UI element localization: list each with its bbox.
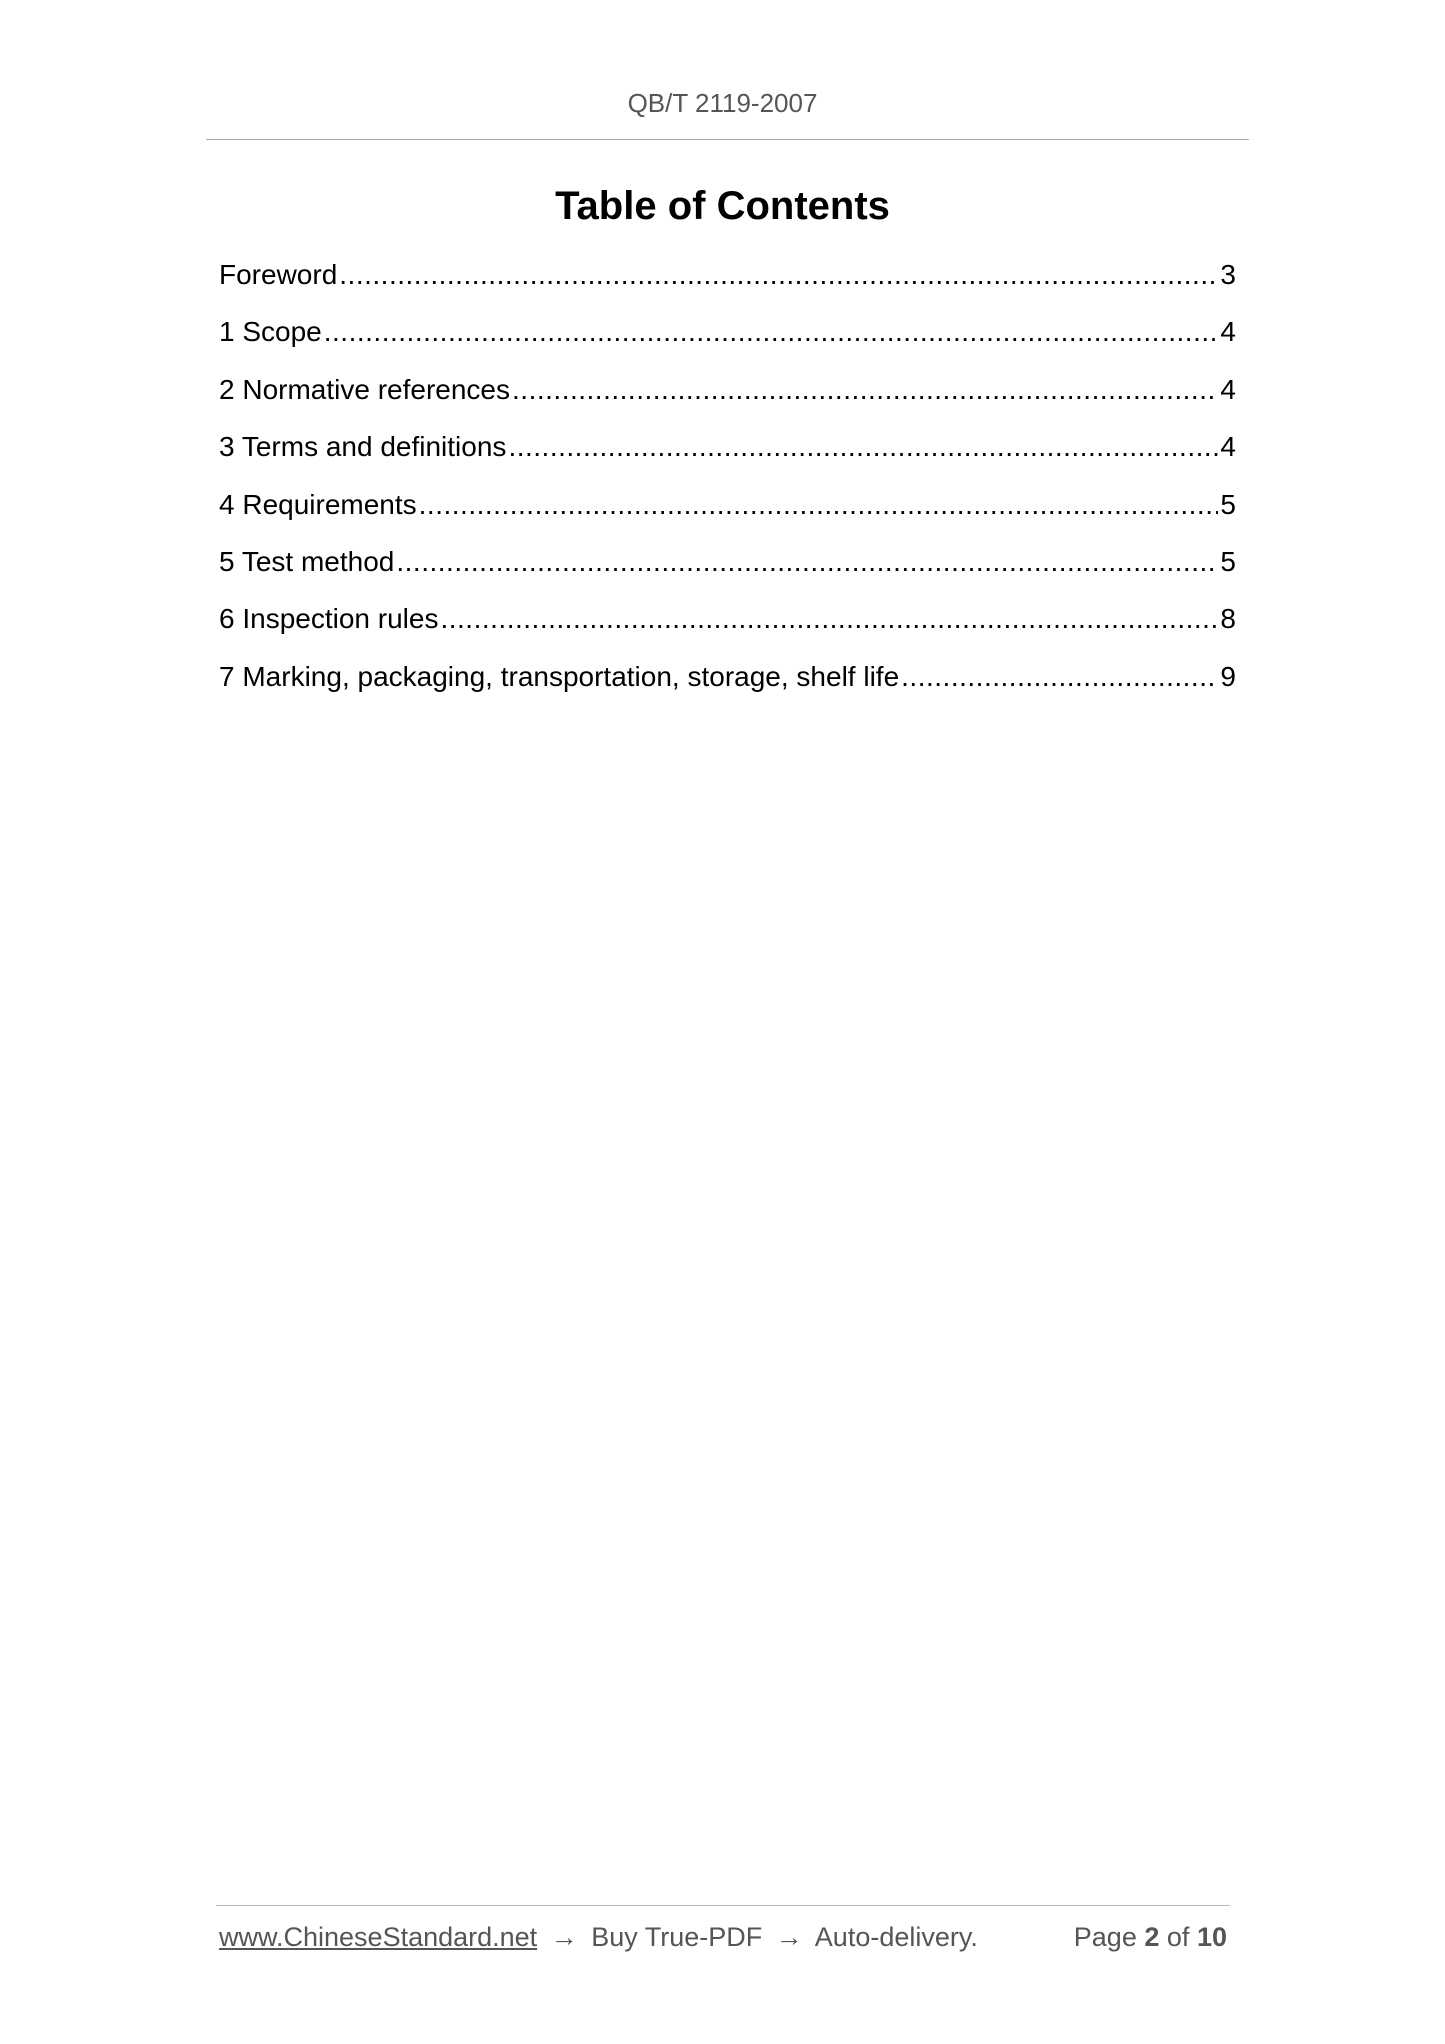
toc-entry-terms-and-definitions[interactable] [219,427,1236,484]
toc-entry-page: 4 [1220,431,1236,463]
toc-entry-page: 9 [1220,660,1236,692]
toc-entry-label: 2 Normative references [219,373,511,405]
toc-entry-requirements[interactable] [219,485,1236,542]
toc-dot-leader [419,485,1219,525]
toc-entry-page: 5 [1220,545,1236,577]
toc-entry-label: 4 Requirements [219,488,417,520]
toc-entry-page: 8 [1220,603,1236,635]
toc-entry-normative-references[interactable] [219,370,1236,427]
footer [219,1922,1227,1953]
toc-dot-leader [508,427,1218,467]
page-number [1074,1922,1227,1953]
toc-dot-leader [396,542,1218,582]
toc-entry-label: 7 Marking, packaging, transportation, storage, shelf life [219,660,900,692]
toc-entry-page: 4 [1220,373,1236,405]
right-arrow-icon: → [550,1922,578,1952]
toc-title: Table of Contents [555,184,890,228]
toc-entry-label: Foreword [219,259,338,290]
toc-entry-inspection-rules[interactable] [219,599,1236,656]
toc-dot-leader [440,599,1218,639]
delivery-text: Auto-delivery. [814,1922,978,1952]
buy-text: Buy True-PDF [591,1922,763,1952]
footer-divider [216,1905,1230,1906]
of-word: of [1166,1922,1190,1952]
current-page: 2 [1144,1922,1160,1952]
page-prefix: Page [1073,1922,1137,1952]
toc-entry-foreword[interactable] [219,255,1236,312]
toc-dot-leader [324,312,1219,352]
total-pages: 10 [1196,1922,1227,1952]
toc-entry-page: 4 [1220,316,1236,348]
toc-entry-label: 1 Scope [219,316,322,348]
toc-entry-test-method[interactable] [219,542,1236,599]
header-doc-code: QB/T 2119-2007 [627,88,818,118]
toc-entry-marking-packaging[interactable] [219,657,1236,714]
toc-dot-leader [512,370,1218,410]
toc-entry-scope[interactable] [219,312,1236,369]
toc-entry-page: 5 [1220,488,1236,520]
toc-entry-label: 5 Test method [219,545,395,577]
site-link[interactable]: www.ChineseStandard.net [219,1922,538,1952]
toc-list [219,255,1236,714]
toc-entry-label: 6 Inspection rules [219,603,439,635]
toc-dot-leader [339,255,1218,295]
header-divider [206,139,1249,140]
footer-promo [219,1922,978,1953]
toc-entry-label: 3 Terms and definitions [219,431,507,463]
toc-dot-leader [901,657,1218,697]
right-arrow-icon: → [775,1922,803,1952]
toc-entry-page: 3 [1220,259,1236,290]
